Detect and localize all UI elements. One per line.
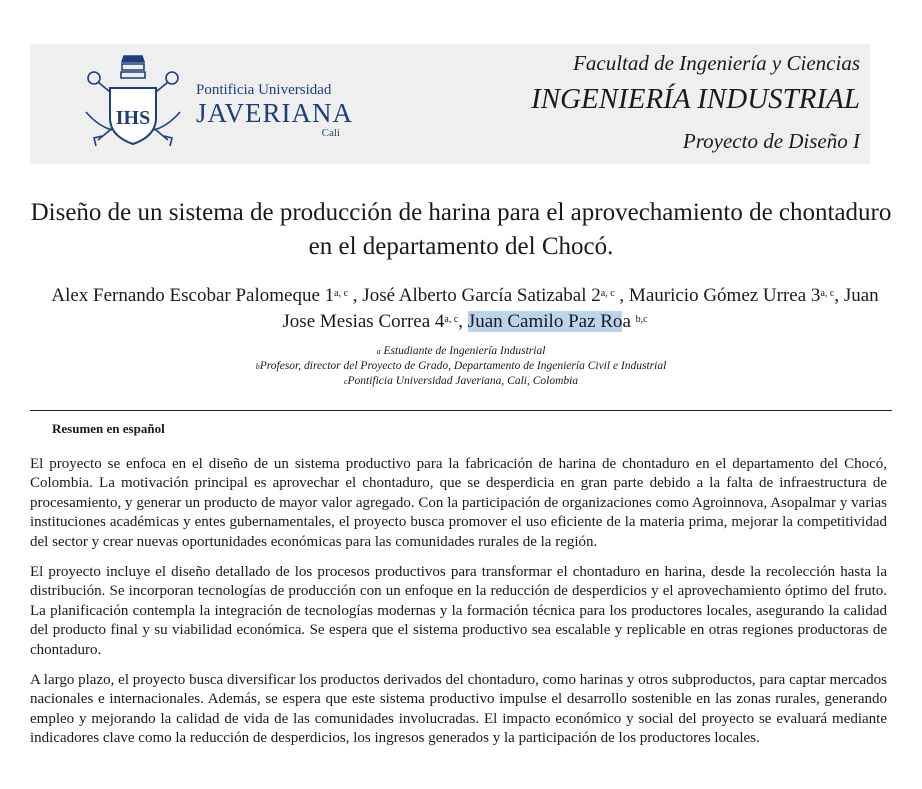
university-name: JAVERIANA: [196, 98, 354, 128]
author-name-rest: a: [622, 311, 631, 332]
author-name-selection[interactable]: Juan Camilo Paz Ro: [467, 311, 623, 332]
university-crest-icon: [78, 52, 188, 150]
course-name: Proyecto de Diseño I: [682, 129, 860, 153]
abstract-paragraph: A largo plazo, el proyecto busca diversificar los productos derivados del chontaduro, como harinas y otros subproductos, para captar mercados nacionales e internacionales. Además, se espera que este sistema productivo impulse el desarrollo sostenible en las zonas rurales, generando empleo y mejorando la calidad de vida de las comunidades involucradas. El impacto económico y social del proyecto se evaluará mediante indicadores clave como la reducción de desperdicios, los ingresos generados y la participación de los productores locales.: [30, 672, 887, 747]
abstract-paragraph: El proyecto incluye el diseño detallado de los procesos productivos para transformar el chontaduro en harina, desde la recolección hasta la distribución. Se incorporan tecnologías de producción con un enfoque en la reducción de desperdicios y el aprovechamiento óptimo del fruto. La planificación contempla la integración de tecnologías modernas y la formación técnica para los productores locales, asegurando la calidad del producto final y su viabilidad económica. Se espera que el sistema productivo sea escalable y replicable en otras regiones productoras de chontaduro.: [30, 564, 887, 658]
author-affil-mark: a, c: [444, 314, 459, 325]
affiliation-line: $^b$Profesor, director del Proyecto de Grado, Departamento de Ingeniería Civil e Industrial: [255, 360, 667, 372]
abstract-body: [30, 455, 887, 760]
author-separator: ,: [348, 285, 363, 306]
affiliation-line: $^c$Pontificia Universidad Javeriana, Cali, Colombia: [343, 375, 579, 387]
author-list: [40, 283, 890, 335]
section-divider: [30, 410, 892, 411]
author-affil-mark: a, c: [334, 288, 349, 299]
header-right: [531, 50, 860, 154]
author-affil-mark: a, c: [600, 288, 615, 299]
paper-title: Diseño de un sistema de producción de harina para el aprovechamiento de chontaduro en el departamento del Chocó.: [30, 199, 892, 260]
author-name: Mauricio Gómez Urrea 3: [628, 285, 821, 306]
author-separator: ,: [834, 285, 844, 306]
author-name: José Alberto García Satizabal 2: [362, 285, 601, 306]
author-name: Juan Jose Mesias Correa 4: [282, 285, 879, 332]
program-name: INGENIERÍA INDUSTRIAL: [531, 83, 860, 115]
abstract-paragraph: El proyecto se enfoca en el diseño de un sistema productivo para la fabricación de harina de chontaduro en el departamento del Chocó, Colombia. La motivación principal es aprovechar el chontaduro, que se desperdicia en gran parte debido a la falta de infraestructura de procesamiento, y generar un producto de mayor valor agregado. Con la participación de organizaciones como Agroinnova, Asopalmar y varias instituciones académicas y entes gubernamentales, el proyecto busca promover el uso eficiente de la materia prima, mejorar la competitividad del sector y crear nuevas oportunidades económicas para las comunidades rurales de la región.: [30, 456, 887, 550]
crest-monogram: IHS: [115, 107, 151, 129]
author-name: Alex Fernando Escobar Palomeque 1: [51, 285, 335, 306]
university-small-label: Pontificia Universidad: [196, 82, 332, 98]
faculty-name: Facultad de Ingeniería y Ciencias: [573, 51, 860, 75]
affiliations: [30, 344, 892, 389]
author-separator: ,: [614, 285, 629, 306]
author-affil-mark: b,c: [635, 314, 648, 325]
author-separator: ,: [458, 311, 468, 332]
university-wordmark: [196, 82, 354, 139]
affiliation-line: $^a$ Estudiante de Ingeniería Industrial: [376, 345, 546, 357]
author-affil-mark: a, c: [820, 288, 835, 299]
university-city: Cali: [321, 127, 340, 139]
abstract-heading: Resumen en español: [52, 421, 165, 436]
